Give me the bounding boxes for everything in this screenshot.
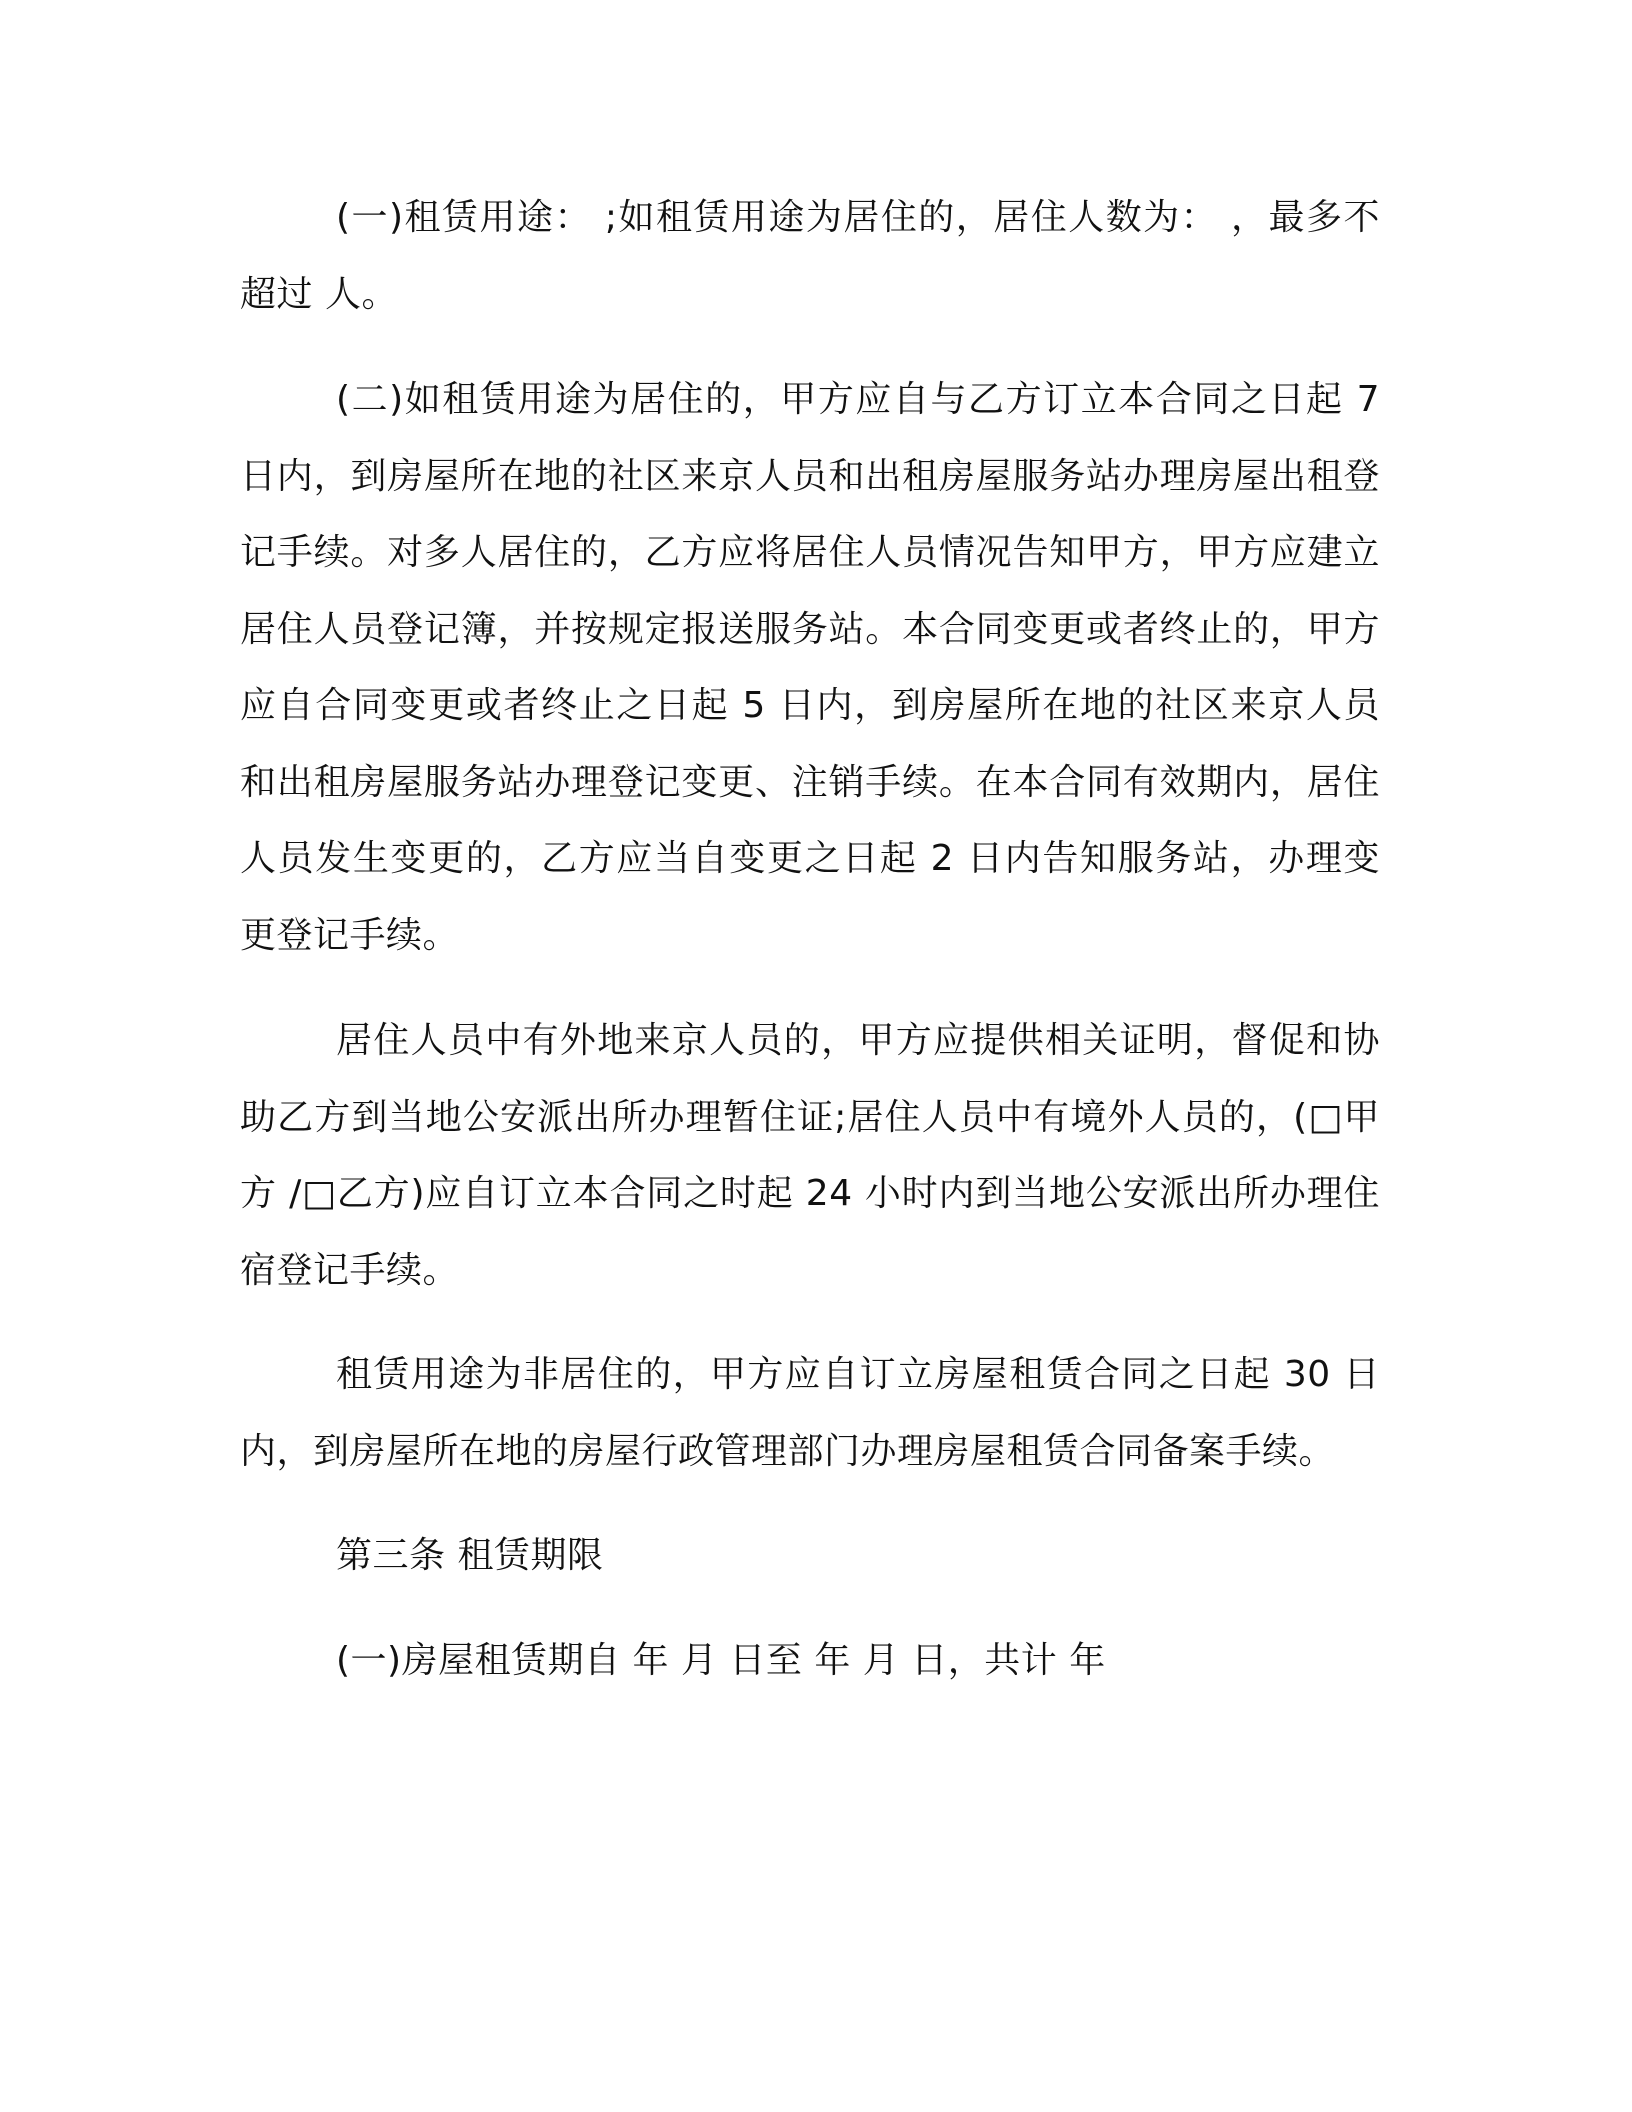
section-heading-lease-term: 第三条 租赁期限 bbox=[336, 1535, 604, 1576]
paragraph-lease-period: (一)房屋租赁期自 年 月 日至 年 月 日，共计 年 bbox=[336, 1640, 1106, 1681]
paragraph-lease-purpose: (一)租赁用途： ;如租赁用途为居住的，居住人数为： ，最多不超过 人。 bbox=[240, 197, 1380, 315]
paragraph-nonlocal-residents: 居住人员中有外地来京人员的，甲方应提供相关证明，督促和协助乙方到当地公安派出所办理暂住证;居住人员中有境外人员的，(□甲方 /□乙方)应自订立本合同之时起 24 小时内到当地公安派出所办理住宿登记手续。 bbox=[240, 1020, 1380, 1291]
paragraph-registration-residential: (二)如租赁用途为居住的，甲方应自与乙方订立本合同之日起 7 日内，到房屋所在地的社区来京人员和出租房屋服务站办理房屋出租登记手续。对多人居住的，乙方应将居住人员情况告知甲方，甲方应建立居住人员登记簿，并按规定报送服务站。本合同变更或者终止的，甲方应自合同变更或者终止之日起 5 日内，到房屋所在地的社区来京人员和出租房屋服务站办理登记变更、注销手续。在本合同有效期内，居住人员发生变更的，乙方应当自变更之日起 2 日内告知服务站，办理变更登记手续。 bbox=[240, 379, 1380, 956]
paragraph-nonresidential-filing: 租赁用途为非居住的，甲方应自订立房屋租赁合同之日起 30 日内，到房屋所在地的房屋行政管理部门办理房屋租赁合同备案手续。 bbox=[240, 1354, 1380, 1472]
